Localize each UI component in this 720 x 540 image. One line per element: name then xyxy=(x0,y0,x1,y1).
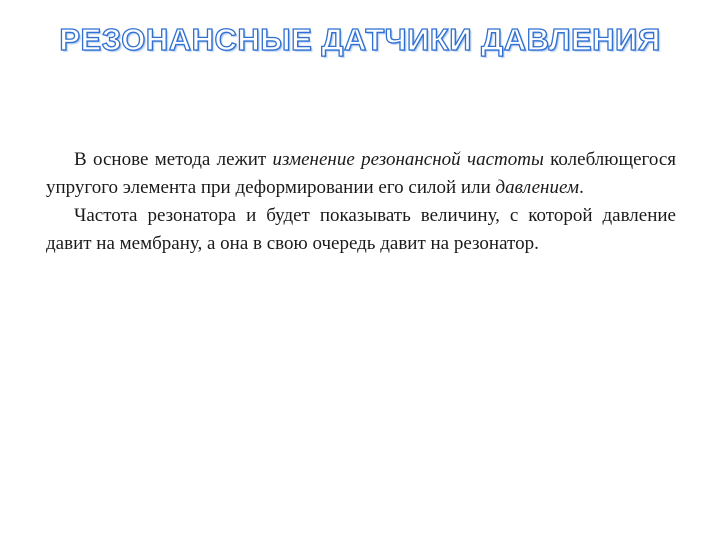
paragraph-method-text-2: колеблющегося упругого элемента при деформировании его силой или xyxy=(46,149,676,198)
paragraph-method-text-1: В основе метода лежит xyxy=(74,149,273,170)
paragraph-method-emphasis-1: изменение резонансной частоты xyxy=(272,149,544,170)
paragraph-method-text-3: . xyxy=(579,177,584,198)
slide-title: РЕЗОНАНСНЫЕ ДАТЧИКИ ДАВЛЕНИЯ xyxy=(59,22,661,57)
paragraph-method xyxy=(46,146,676,202)
paragraph-frequency: Частота резонатора и будет показывать величину, с которой давление давит на мембрану, а она в свою очередь давит на резонатор. xyxy=(46,205,676,254)
slide-body xyxy=(46,146,676,258)
paragraph-method-emphasis-2: давлением xyxy=(495,177,580,198)
